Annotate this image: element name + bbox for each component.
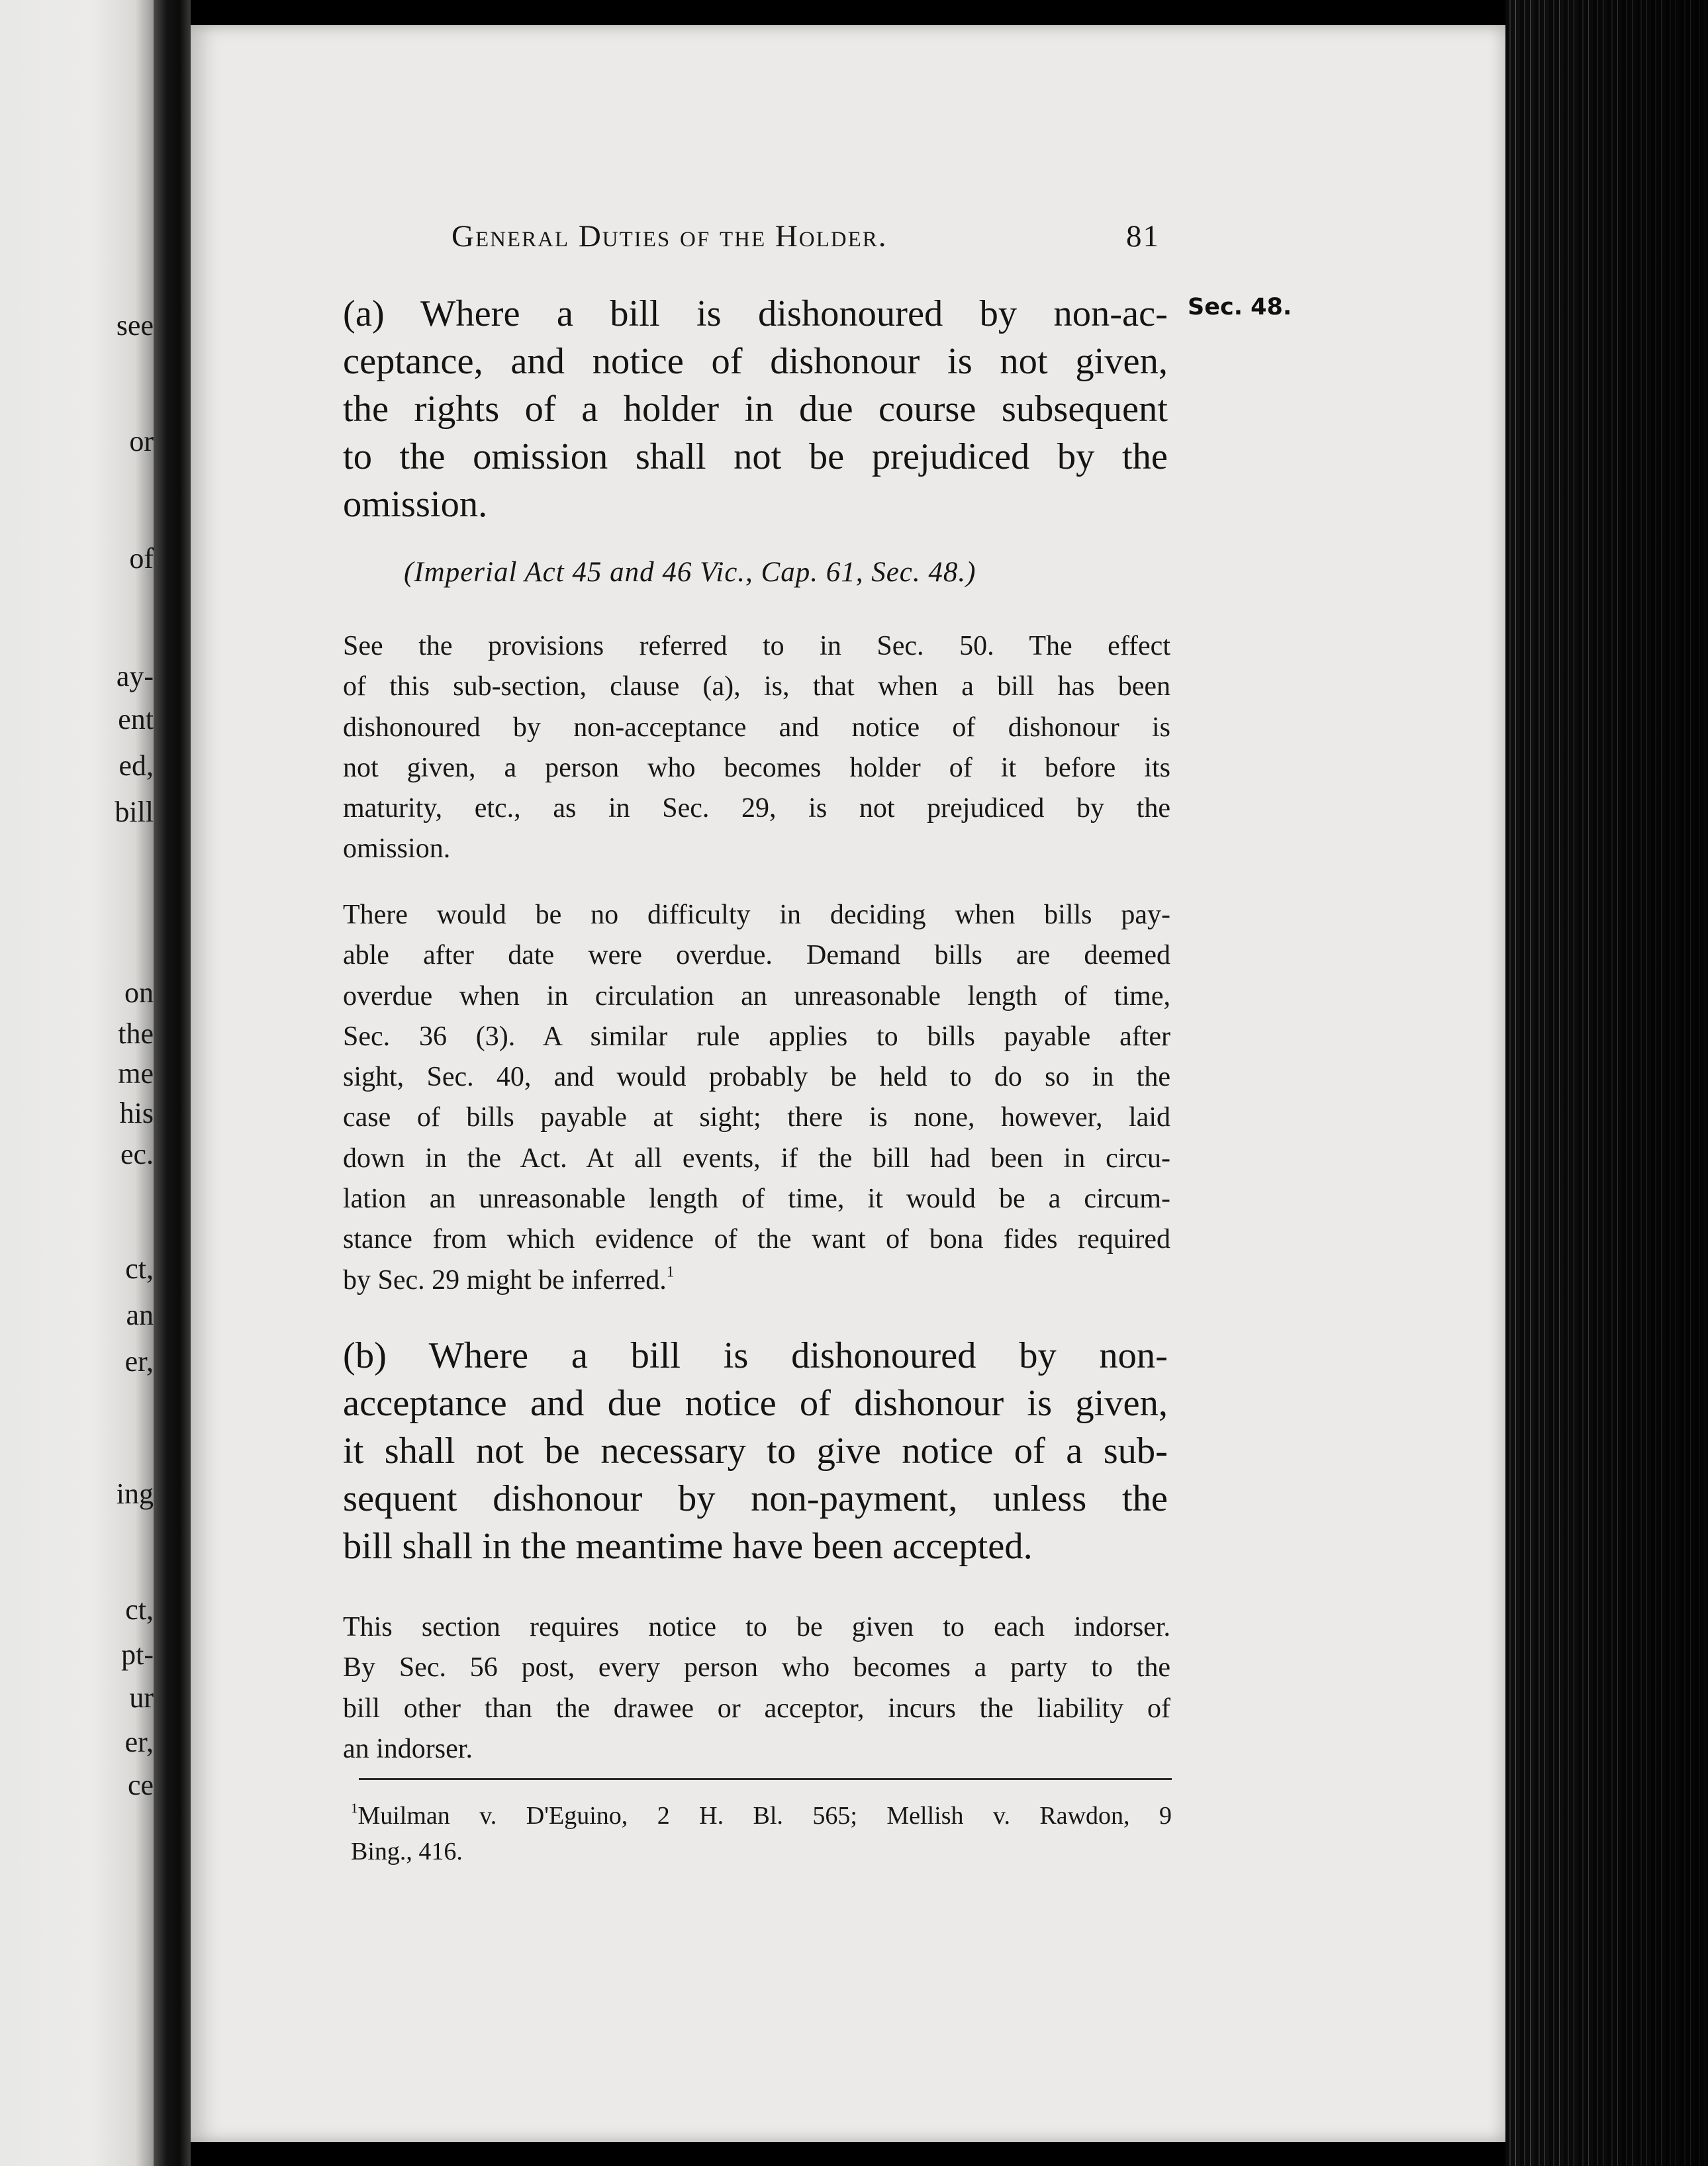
clause-b [343,1332,1168,1570]
previous-page-fragment: er, [124,1345,154,1378]
commentary-line: case of bills payable at sight; there is none, however, laid [343,1102,1170,1133]
clause-b-line: bill shall in the meantime have been accepted. [343,1526,1033,1567]
previous-page-fragment: see [116,309,154,342]
running-head [451,218,1160,254]
commentary-line: sight, Sec. 40, and would probably be held to do so in the [343,1062,1170,1093]
previous-page-fragment: ing [116,1478,154,1510]
book-gutter [154,0,191,2166]
commentary-paragraph-3 [343,1607,1170,1769]
footnote-mark: 1 [351,1800,358,1816]
previous-page-fragment: er, [124,1726,154,1758]
footnote-line-with-mark [351,1798,1172,1834]
clause-a-line: the rights of a holder in due course subsequent [343,389,1168,430]
page-edges-shadow [1505,0,1708,2166]
footnote-line: Bing., 416. [351,1838,463,1865]
previous-page-fragment: ct, [125,1252,154,1285]
previous-page-fragment: on [124,976,154,1009]
clause-b-line: it shall not be necessary to give notice of a sub- [343,1431,1168,1472]
commentary-line: of this sub-section, clause (a), is, that when a bill has been [343,671,1170,702]
commentary-line: dishonoured by non-acceptance and notice of dishonour is [343,712,1170,743]
commentary-line: overdue when in circulation an unreasonable length of time, [343,980,1170,1012]
clause-a-line: (a) Where a bill is dishonoured by non-ac- [343,293,1168,334]
previous-page-fragment: ur [129,1681,154,1714]
commentary-line: Sec. 36 (3). A similar rule applies to bills payable after [343,1021,1170,1052]
commentary-line: By Sec. 56 post, every person who becomes a party to the [343,1652,1170,1683]
previous-page-fragment: ay- [116,660,154,692]
clause-a [343,290,1168,528]
previous-page-fragment: ent [118,703,154,735]
commentary-line: lation an unreasonable length of time, it would be a circum- [343,1184,1170,1215]
previous-page-fragment: ed, [119,749,154,782]
running-head-title: General Duties of the Holder. [451,219,888,254]
page-number: 81 [1126,219,1160,254]
clause-a-line: omission. [343,484,488,525]
section-margin-note: Sec. 48. [1188,294,1292,320]
previous-page-fragment: his [119,1097,154,1129]
clause-b-line: sequent dishonour by non-payment, unless the [343,1478,1168,1519]
commentary-line: stance from which evidence of the want of bona fides required [343,1224,1170,1255]
footnote [351,1798,1172,1869]
clause-b-line: (b) Where a bill is dishonoured by non- [343,1335,1168,1376]
commentary-line-with-footnote [343,1260,1170,1301]
previous-page-fragment: ec. [120,1138,154,1170]
commentary-line: omission. [343,833,451,865]
commentary-paragraph-1 [343,626,1170,870]
commentary-line: bill other than the drawee or acceptor, incurs the liability of [343,1693,1170,1724]
statute-citation: (Imperial Act 45 and 46 Vic., Cap. 61, Sec. 48.) [404,557,976,588]
previous-page-fragment: of [129,542,154,575]
previous-page-fragment: bill [115,796,154,828]
clause-a-line: ceptance, and notice of dishonour is not given, [343,341,1168,382]
commentary-paragraph-2 [343,895,1170,1301]
commentary-line: by Sec. 29 might be inferred. [343,1264,667,1295]
footnote-rule [359,1778,1172,1780]
previous-page-fragment: ce [127,1769,154,1801]
commentary-line: not given, a person who becomes holder of it before its [343,752,1170,783]
previous-page-fragment: me [118,1057,154,1090]
previous-page-fragment: an [126,1299,154,1331]
previous-page-fragment: pt- [121,1638,154,1671]
commentary-line: This section requires notice to be given to each indorser. [343,1612,1170,1642]
commentary-line: See the provisions referred to in Sec. 50. The effect [343,631,1170,661]
commentary-line: down in the Act. At all events, if the bill had been in circu- [343,1143,1170,1174]
footnote-reference: 1 [666,1262,675,1280]
clause-a-line: to the omission shall not be prejudiced by the [343,436,1168,477]
previous-page-fragment: the [118,1017,154,1050]
clause-b-line: acceptance and due notice of dishonour is given, [343,1383,1168,1424]
commentary-line: an indorser. [343,1733,473,1764]
commentary-line: There would be no difficulty in deciding when bills pay- [343,900,1170,930]
commentary-line: able after date were overdue. Demand bills are deemed [343,940,1170,971]
previous-page-fragment: or [129,425,154,457]
footnote-line: Muilman v. D'Eguino, 2 H. Bl. 565; Mellish v. Rawdon, 9 [357,1802,1172,1830]
previous-page-fragment: ct, [125,1593,154,1626]
commentary-line: maturity, etc., as in Sec. 29, is not prejudiced by the [343,793,1170,824]
